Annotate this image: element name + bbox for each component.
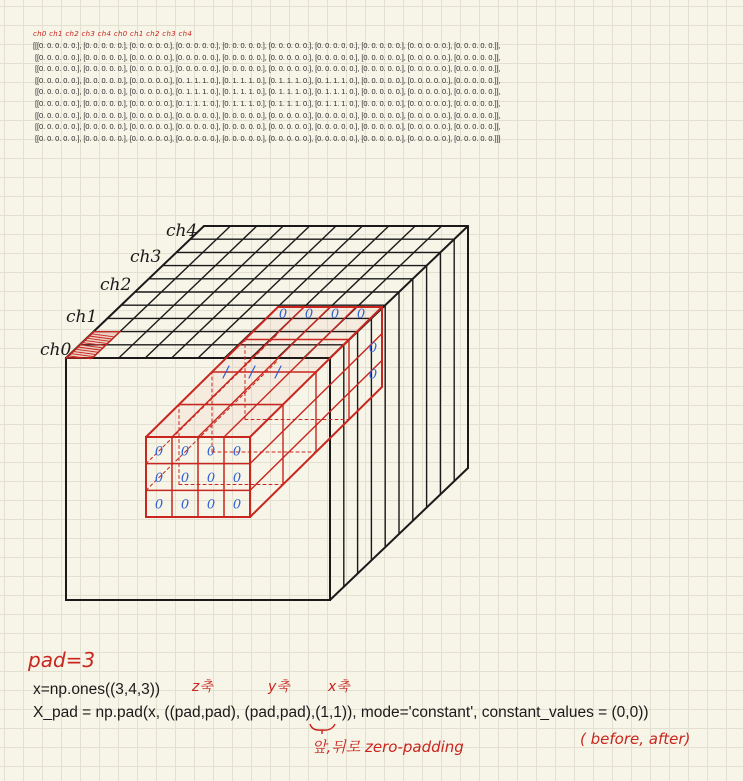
zero-back-row-cell: 0 (304, 307, 314, 322)
array-printout-row: [[0. 0. 0. 0. 0.], [0. 0. 0. 0. 0.], [0. 0. 0. 0. 0.], [0. 0. 0. 0. 0.], [0. 0. 0. 0. 0.], [0. 0. 0. 0. 0.], [0. 0. 0. 0. 0.], [0. 0. 0. 0. 0.], [0. 0. 0. 0. 0.], [0. 0. 0. 0. 0.]], (33, 52, 501, 62)
axis-y-note: y축 (268, 679, 290, 695)
channel-label-ch4: ch4 (166, 221, 198, 241)
zero-front-cell: 0 (232, 444, 242, 460)
axis-x-note: x축 (328, 679, 350, 695)
array-printout-row: [[0. 0. 0. 0. 0.], [0. 0. 0. 0. 0.], [0. 0. 0. 0. 0.], [0. 1. 1. 1. 0.], [0. 1. 1. 1. 0.], [0. 1. 1. 1. 0.], [0. 1. 1. 1. 0.], [0. 0. 0. 0. 0.], [0. 0. 0. 0. 0.], [0. 0. 0. 0. 0.]], (33, 87, 501, 97)
zero-front-cell: 0 (232, 497, 242, 513)
array-printout-row: [[0. 0. 0. 0. 0.], [0. 0. 0. 0. 0.], [0. 0. 0. 0. 0.], [0. 0. 0. 0. 0.], [0. 0. 0. 0. 0.], [0. 0. 0. 0. 0.], [0. 0. 0. 0. 0.], [0. 0. 0. 0. 0.], [0. 0. 0. 0. 0.], [0. 0. 0. 0. 0.]], (33, 122, 501, 132)
zero-back-row-cell: 0 (330, 307, 340, 322)
printout-channel-header: ch0 ch1 ch2 ch3 ch4 ch0 ch1 ch2 ch3 ch4 (33, 30, 193, 38)
zero-front-cell: 0 (180, 471, 190, 486)
array-printout-row: [[0. 0. 0. 0. 0.], [0. 0. 0. 0. 0.], [0. 0. 0. 0. 0.], [0. 1. 1. 1. 0.], [0. 1. 1. 1. 0.], [0. 1. 1. 1. 0.], [0. 1. 1. 1. 0.], [0. 0. 0. 0. 0.], [0. 0. 0. 0. 0.], [0. 0. 0. 0. 0.]], (33, 98, 501, 108)
array-printout-row: [[0. 0. 0. 0. 0.], [0. 0. 0. 0. 0.], [0. 0. 0. 0. 0.], [0. 1. 1. 1. 0.], [0. 1. 1. 1. 0.], [0. 1. 1. 1. 0.], [0. 1. 1. 1. 0.], [0. 0. 0. 0. 0.], [0. 0. 0. 0. 0.], [0. 0. 0. 0. 0.]], (33, 75, 501, 85)
channel-label-ch0: ch0 (40, 340, 72, 360)
array-printout-row: [[0. 0. 0. 0. 0.], [0. 0. 0. 0. 0.], [0. 0. 0. 0. 0.], [0. 0. 0. 0. 0.], [0. 0. 0. 0. 0.], [0. 0. 0. 0. 0.], [0. 0. 0. 0. 0.], [0. 0. 0. 0. 0.], [0. 0. 0. 0. 0.], [0. 0. 0. 0. 0.]], (33, 110, 501, 120)
zero-front-cell: 0 (154, 444, 164, 460)
code-line-ones: x=np.ones((3,4,3)) (33, 681, 161, 698)
pad-note: pad=3 (28, 648, 96, 672)
zero-front-cell: 0 (154, 471, 164, 486)
channel-label-ch1: ch1 (66, 307, 98, 327)
zero-front-cell: 0 (206, 497, 216, 513)
channel-label-ch3: ch3 (130, 247, 162, 267)
before-after-note: ( before, after) (580, 730, 691, 748)
zero-front-cell: 0 (206, 444, 216, 460)
zero-back-row-cell: 0 (278, 307, 288, 322)
zero-front-cell: 0 (180, 497, 190, 513)
array-printout-row: [[[0. 0. 0. 0. 0.], [0. 0. 0. 0. 0.], [0. 0. 0. 0. 0.], [0. 0. 0. 0. 0.], [0. 0. 0. 0. 0.], [0. 0. 0. 0. 0.], [0. 0. 0. 0. 0.], [0. 0. 0. 0. 0.], [0. 0. 0. 0. 0.], [0. 0. 0. 0. 0.]], (33, 41, 501, 50)
zero-back-column-cell: 0 (368, 367, 378, 383)
front-back-padding-note: 앞,뒤로 zero-padding (312, 738, 464, 756)
zero-back-row-cell: 0 (356, 307, 366, 322)
zero-front-cell: 0 (180, 444, 190, 460)
zero-front-cell: 0 (154, 497, 164, 513)
array-printout-row: [[0. 0. 0. 0. 0.], [0. 0. 0. 0. 0.], [0. 0. 0. 0. 0.], [0. 0. 0. 0. 0.], [0. 0. 0. 0. 0.], [0. 0. 0. 0. 0.], [0. 0. 0. 0. 0.], [0. 0. 0. 0. 0.], [0. 0. 0. 0. 0.], [0. 0. 0. 0. 0.]]] (33, 133, 501, 143)
zero-front-cell: 0 (206, 471, 216, 486)
channel-labels (40, 221, 197, 360)
ones-box (146, 307, 382, 517)
code-line-pad: X_pad = np.pad(x, ((pad,pad), (pad,pad),(1,1)), mode='constant', constant_values = (0,0)) (33, 704, 649, 721)
underline-brace (308, 721, 338, 735)
axis-z-note: z축 (192, 679, 213, 695)
zero-back-column-cell: 0 (368, 341, 378, 356)
array-printout-row: [[0. 0. 0. 0. 0.], [0. 0. 0. 0. 0.], [0. 0. 0. 0. 0.], [0. 0. 0. 0. 0.], [0. 0. 0. 0. 0.], [0. 0. 0. 0. 0.], [0. 0. 0. 0. 0.], [0. 0. 0. 0. 0.], [0. 0. 0. 0. 0.], [0. 0. 0. 0. 0.]], (33, 64, 501, 74)
channel-label-ch2: ch2 (100, 275, 132, 295)
zero-front-cell: 0 (232, 471, 242, 486)
